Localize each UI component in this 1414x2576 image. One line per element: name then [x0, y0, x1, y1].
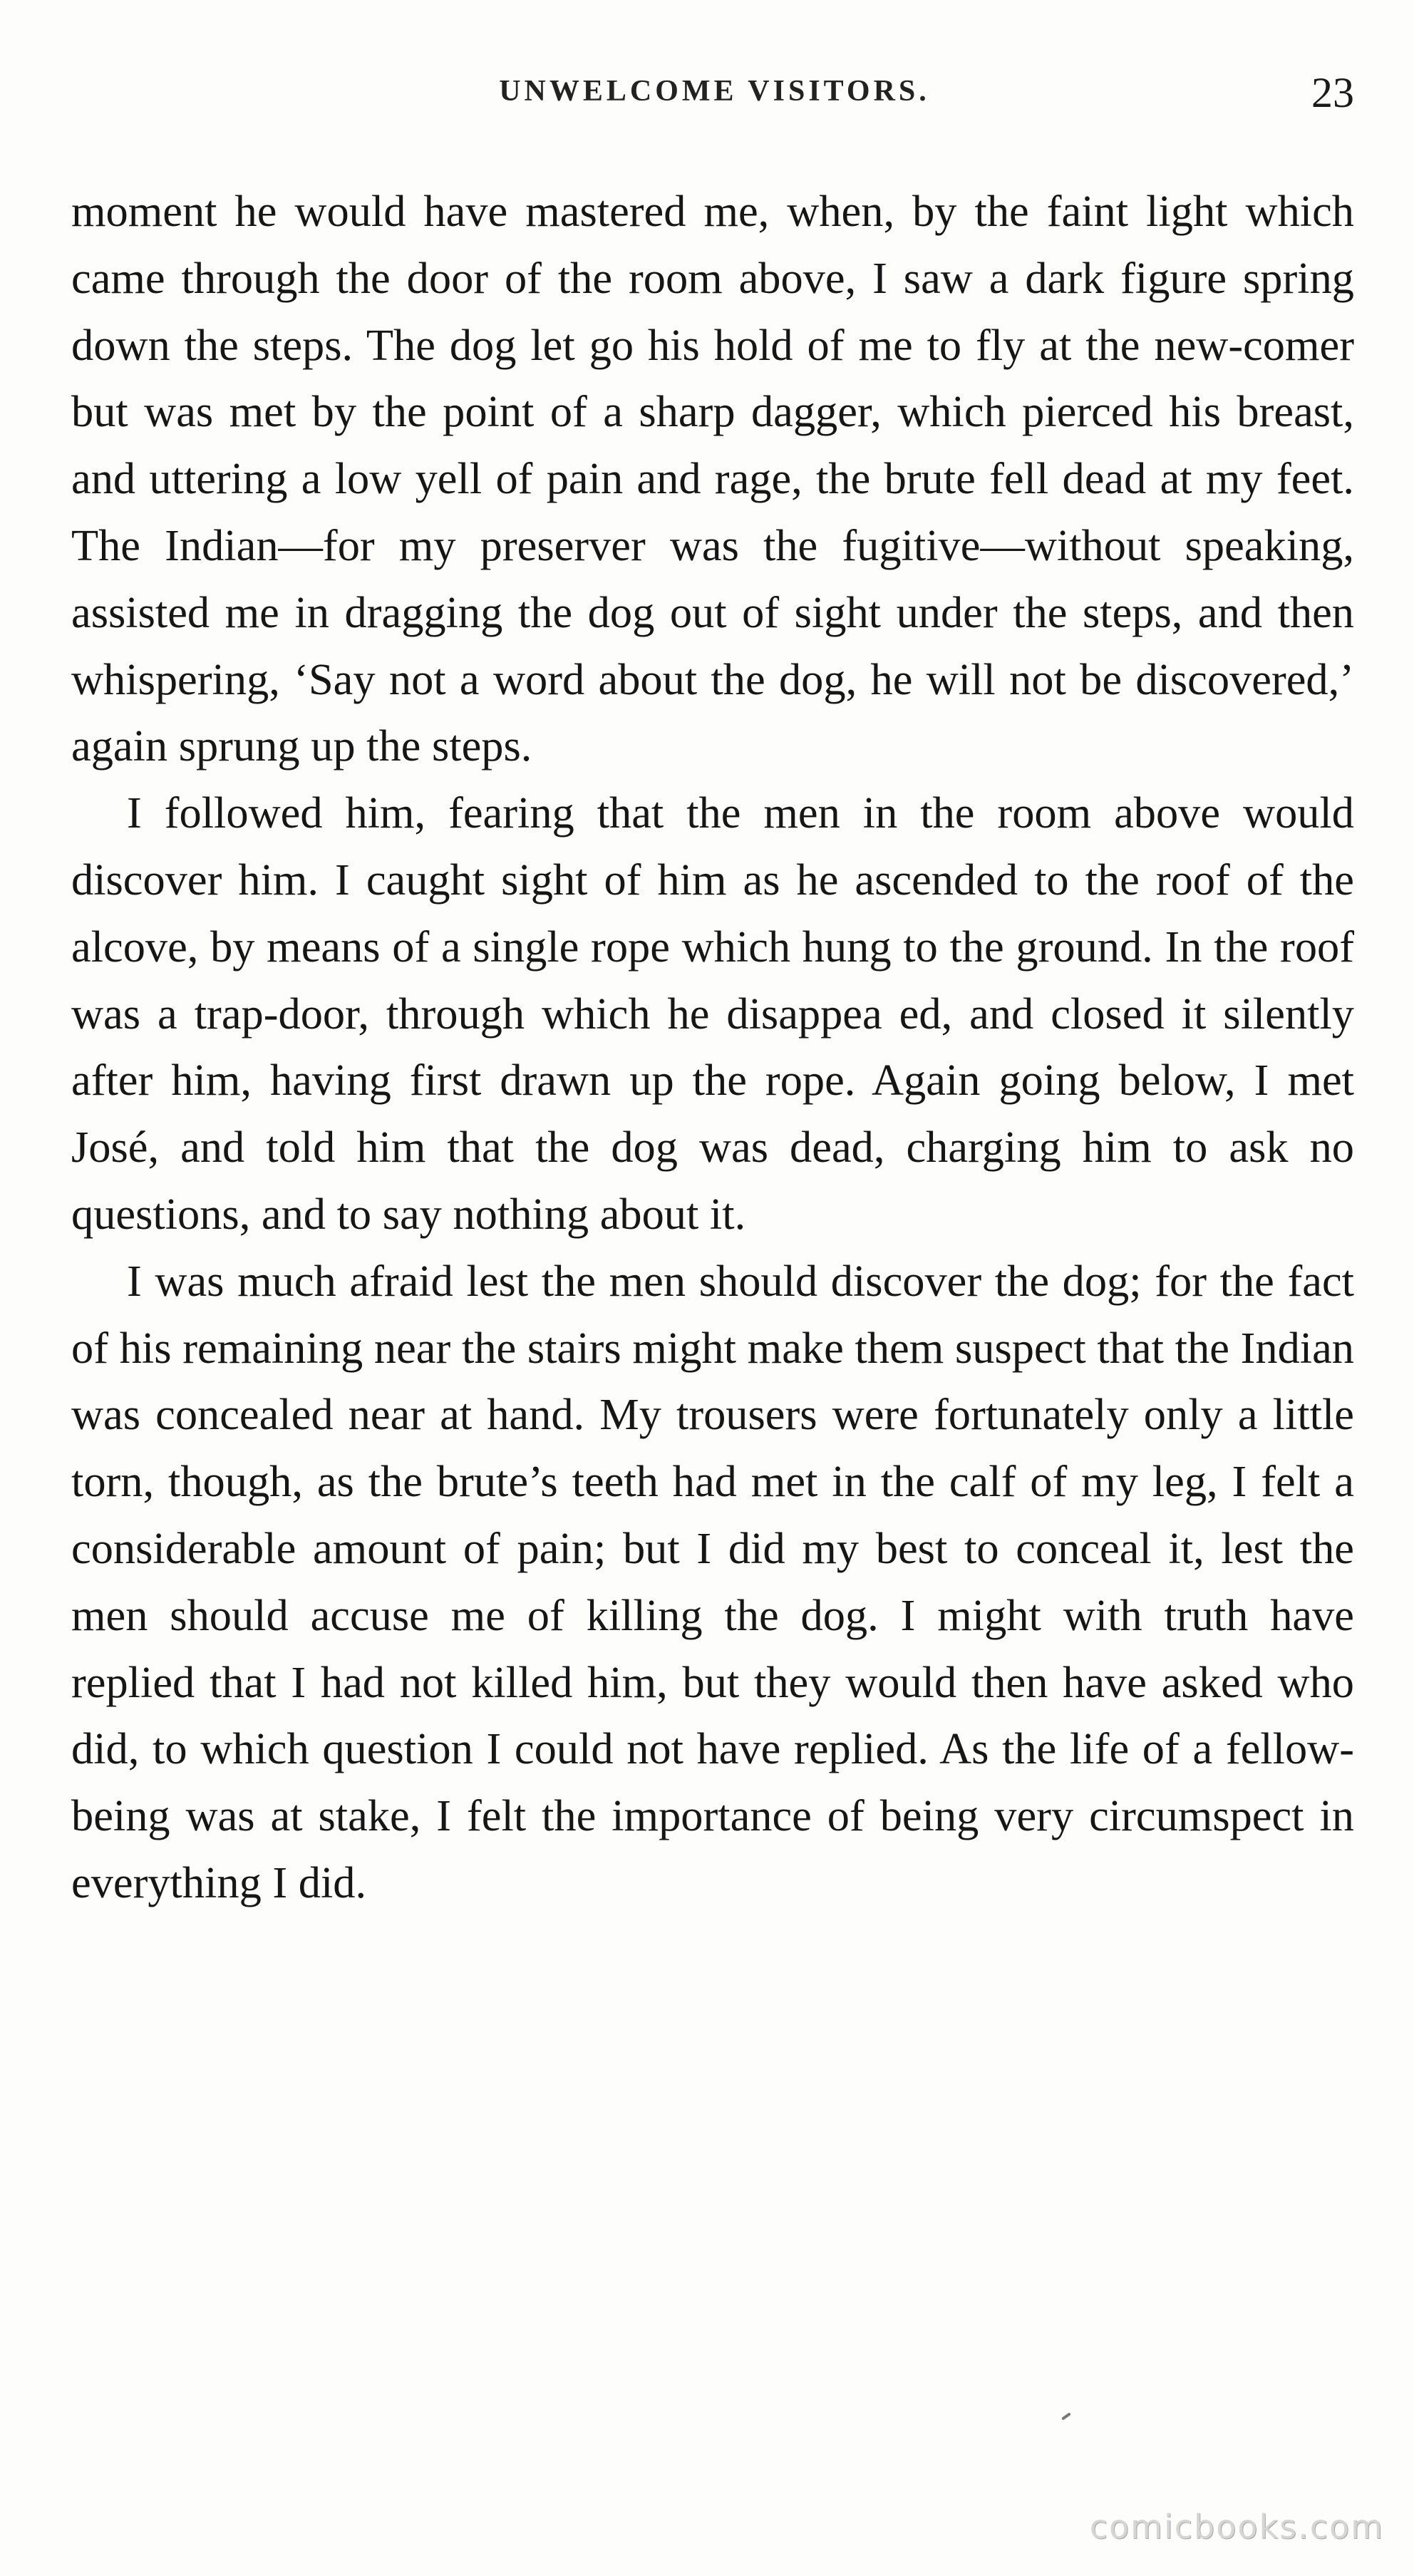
ink-speck — [1061, 2412, 1071, 2420]
running-title: UNWELCOME VISITORS. — [499, 75, 930, 108]
body-text — [71, 178, 1354, 1917]
page-number: 23 — [1311, 69, 1354, 116]
paragraph-1: moment he would have mastered me, when, by the faint light which came through the door of the room above, I saw a dark figure spring down the steps. The dog let go his hold of me to fly at the new-comer but was met by the point of a sharp dagger, which pierced his breast, and uttering a low yell of pain and rage, the brute fell dead at my feet. The Indian—for my preserver was the fugitive—without speaking, assisted me in dragging the dog out of sight under the steps, and then whispering, ‘Say not a word about the dog, he will not be discovered,’ again sprung up the steps. — [71, 187, 1354, 771]
watermark: comicbooks.com — [1089, 2508, 1384, 2546]
running-head — [75, 68, 1354, 125]
paragraph-2: I followed him, fearing that the men in the room above would discover him. I caught sight of him as he ascended to the roof of the alcove, by means of a single rope which hung to the ground. In the roof was a trap-door, through which he disappea ed, and closed it silently after him, having first drawn up the rope. Again going below, I met José, and told him that the dog was dead, charging him to ask no questions, and to say nothing about it. — [71, 788, 1354, 1239]
paragraph-3: I was much afraid lest the men should discover the dog; for the fact of his remaining near the stairs might make them suspect that the Indian was concealed near at hand. My trousers were fortunately only a little torn, though, as the brute’s teeth had met in the calf of my leg, I felt a considerable amount of pain; but I did my best to conceal it, lest the men should accuse me of killing the dog. I might with truth have replied that I had not killed him, but they would then have asked who did, to which question I could not have replied. As the life of a fellow-being was at stake, I felt the importance of being very circumspect in everything I did. — [71, 1256, 1354, 1907]
